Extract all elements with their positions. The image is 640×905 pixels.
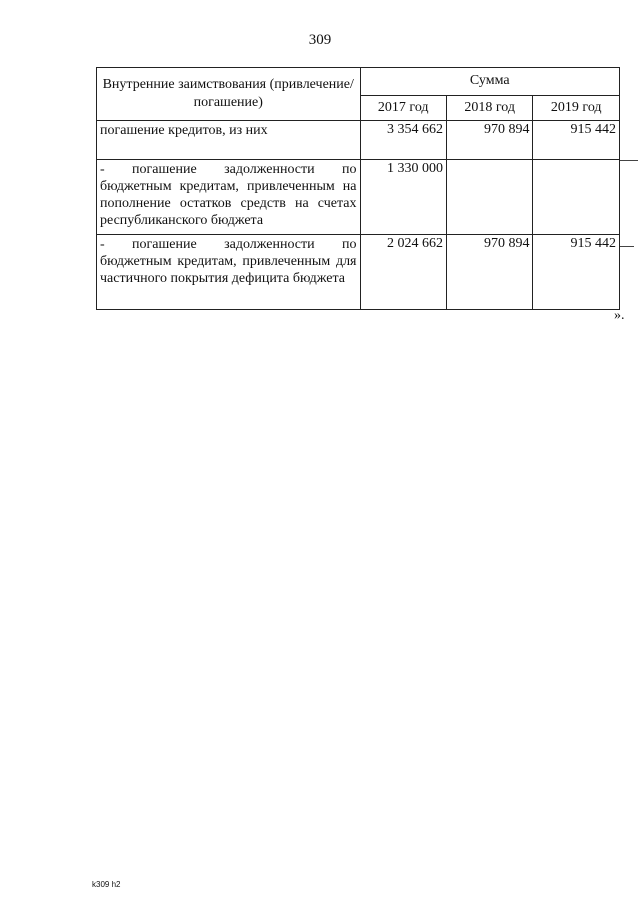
row-value: 2 024 662 [360,235,446,310]
header-year: 2018 год [446,95,532,120]
page-number: 309 [308,32,332,48]
row-label: - погашение задолженности по бюджетным кредитам, привлеченным на пополнение остатков средств на счетах республиканского бюджета [97,160,361,235]
closing-quote: ». [614,308,625,323]
row-value: 915 442 [533,121,620,160]
row-value [446,160,532,235]
table-row [97,160,620,235]
header-year: 2017 год [360,95,446,120]
row-value: 915 442 [533,235,620,310]
row-value: 3 354 662 [360,121,446,160]
header-sum: Сумма [360,68,620,96]
row-value: 970 894 [446,121,532,160]
row-label: погашение кредитов, из них [97,121,361,160]
borrowings-table [96,67,620,310]
header-year: 2019 год [533,95,620,120]
header-label: Внутренние заимствования (привлечение/погашение) [97,68,361,121]
margin-scan-mark [620,160,638,161]
footer-code: k309 h2 [92,880,121,889]
row-label: - погашение задолженности по бюджетным кредитам, привлеченным для частичного покрытия дефицита бюджета [97,235,361,310]
row-value [533,160,620,235]
table-row [97,121,620,160]
row-value: 970 894 [446,235,532,310]
table-row [97,235,620,310]
margin-scan-mark [620,246,634,247]
row-value: 1 330 000 [360,160,446,235]
